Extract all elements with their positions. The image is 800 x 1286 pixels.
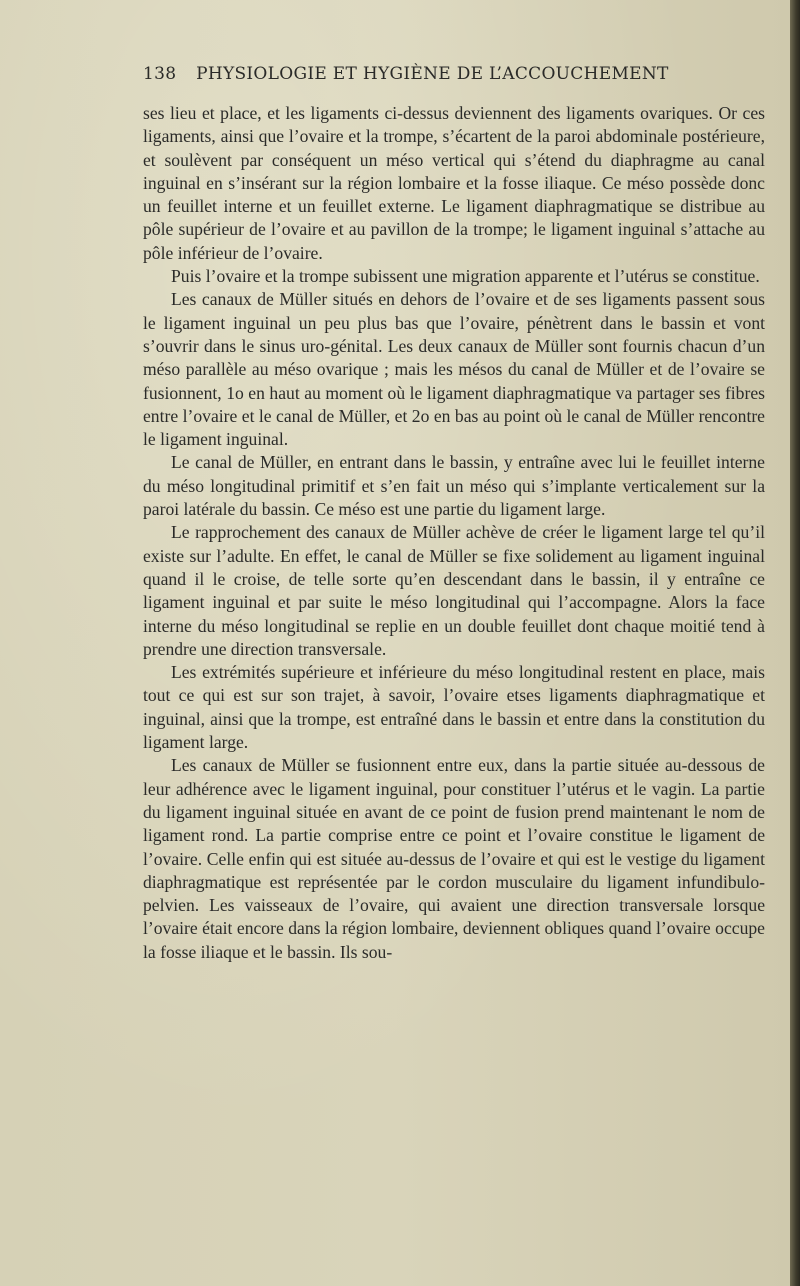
page-number: 138 bbox=[143, 64, 177, 84]
running-header bbox=[143, 64, 713, 84]
paragraph: Puis l’ovaire et la trompe subissent une migration apparente et l’utérus se constitue. bbox=[171, 266, 760, 287]
paragraph: Les canaux de Müller situés en dehors de l’ovaire et de ses ligaments passent sous le ligament inguinal un peu plus bas que l’ovaire, pénètrent dans le bassin et vont s’ouvrir dans le sinus uro-génital. Les deux canaux de Müller sont fournis chacun d’un méso parallèle au méso ovarique ; mais les mésos du canal de Müller et de l’ovaire se fusionnent, 1o en haut au moment où le ligament diaphragmatique va partager ses fibres entre l’ovaire et le canal de Müller, et 2o en bas au point où le canal de Müller rencontre le ligament inguinal. bbox=[143, 289, 765, 450]
paragraph: Le canal de Müller, en entrant dans le bassin, y entraîne avec lui le feuillet interne du méso longitudinal primitif et s’en fait un méso qui s’implante verticalement sur la paroi latérale du bassin. Ce méso est une partie du ligament large. bbox=[143, 452, 765, 520]
body-text bbox=[143, 102, 765, 964]
paragraph: ses lieu et place, et les ligaments ci-dessus deviennent des ligaments ovariques. Or ces ligaments, ainsi que l’ovaire et la trompe, s’écartent de la paroi abdominale postérieure, et soulèvent par conséquent un méso vertical qui s’étend du diaphragme au canal inguinal en s’insérant sur la région lombaire et la fosse iliaque. Ce méso possède donc un feuillet interne et un feuillet externe. Le ligament diaphragmatique se distribue au pôle supérieur de l’ovaire et au pavillon de la trompe; le ligament inguinal s’attache au pôle inférieur de l’ovaire. bbox=[143, 103, 765, 263]
paragraph: Les canaux de Müller se fusionnent entre eux, dans la partie située au-dessous de leur adhérence avec le ligament inguinal, pour constituer l’utérus et le vagin. La partie du ligament inguinal située en avant de ce point de fusion prend maintenant le nom de ligament rond. La partie comprise entre ce point et l’ovaire constitue le ligament de l’ovaire. Celle enfin qui est située au-dessus de l’ovaire et qui est le vestige du ligament diaphragmatique est représentée par le cordon musculaire du ligament infundibulo-pelvien. Les vaisseaux de l’ovaire, qui avaient une direction transversale lorsque l’ovaire était encore dans la région lombaire, deviennent obliques quand l’ovaire occupe la fosse iliaque et le bassin. Ils sou- bbox=[143, 755, 765, 962]
running-title: PHYSIOLOGIE ET HYGIÈNE DE L’ACCOUCHEMENT bbox=[196, 64, 669, 84]
page-edge-shadow bbox=[790, 0, 800, 1286]
paragraph: Le rapprochement des canaux de Müller achève de créer le ligament large tel qu’il existe sur l’adulte. En effet, le canal de Müller se fixe solidement au ligament inguinal quand il le croise, de telle sorte qu’en descendant dans le bassin, il y entraîne ce ligament inguinal et par suite le méso longitudinal qui l’accompagne. Alors la face interne du méso longitudinal se replie en un double feuillet dont chaque moitié tend à prendre une direction transversale. bbox=[143, 522, 765, 659]
paragraph: Les extrémités supérieure et inférieure du méso longitudinal restent en place, mais tout ce qui est sur son trajet, à savoir, l’ovaire etses ligaments diaphragmatique et inguinal, ainsi que la trompe, est entraîné dans le bassin et entre dans la constitution du ligament large. bbox=[143, 662, 765, 753]
